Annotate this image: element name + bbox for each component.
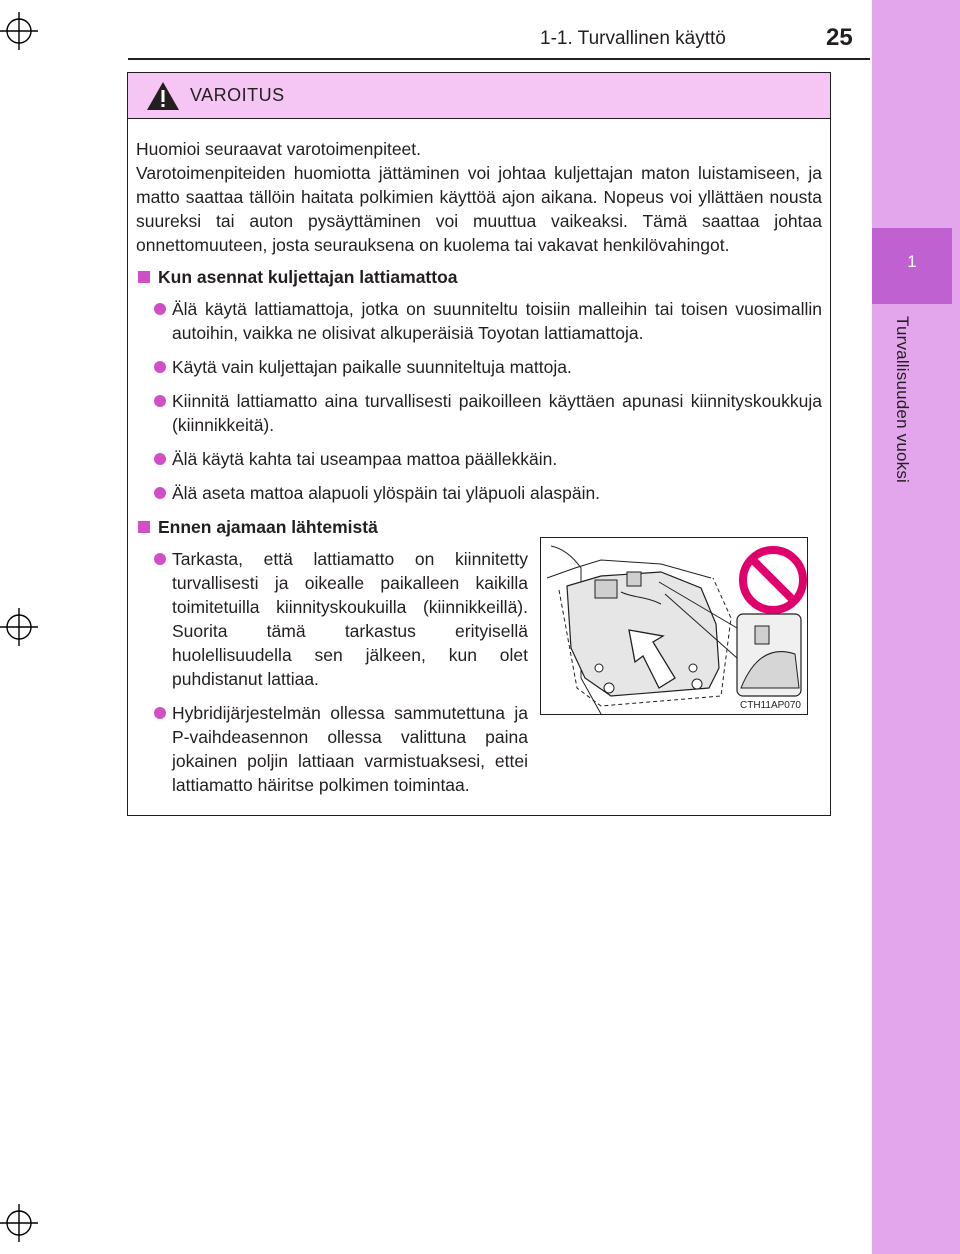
registration-mark-icon (0, 1204, 38, 1242)
figure-code: CTH11AP070 (740, 700, 801, 711)
chapter-tab-strip (872, 0, 960, 1254)
warning-title: VAROITUS (190, 85, 285, 105)
list-item-text: Tarkasta, että lattiamatto on kiinnitetty turvallisesti ja oikealle paikalleen kaikilla toimitetuilla kiinnityskoukuilla (kiinnikkeillä). Suorita tämä tarkastus erityisellä huolellisuudella sen jälkeen, kun olet puhdistanut lattiaa. (172, 549, 528, 689)
warning-triangle-icon (146, 81, 180, 111)
registration-mark-icon (0, 608, 38, 646)
warning-box (127, 72, 831, 816)
list-item-text: Älä käytä kahta tai useampaa mattoa päällekkäin. (172, 449, 558, 469)
warning-intro (136, 137, 822, 257)
intro-paragraph: Varotoimenpiteiden huomiotta jättäminen voi johtaa kuljettajan maton luistamiseen, ja matto saattaa tällöin haitata polkimien käyttöä ajon aikana. Nopeus voi yllättäen nousta suureksi tai auton pysäyttäminen voi muuttua vaikeaksi. Tämä saattaa johtaa onnettomuuteen, josta seurauksena on kuolema tai vakavat henkilövahingot. (136, 163, 822, 255)
prohibition-sign-icon (743, 550, 803, 610)
floor-mat-drawing (541, 538, 807, 714)
section-heading (136, 515, 822, 539)
registration-mark-icon (0, 12, 38, 50)
floor-mat-illustration (540, 537, 808, 715)
round-bullet-icon (154, 707, 166, 719)
list-item (154, 447, 822, 471)
chapter-number-tab[interactable] (872, 228, 952, 304)
list-item (154, 547, 528, 691)
square-bullet-icon (138, 521, 150, 533)
round-bullet-icon (154, 361, 166, 373)
round-bullet-icon (154, 553, 166, 565)
square-bullet-icon (138, 271, 150, 283)
page-number: 25 (826, 24, 853, 51)
list-item (154, 389, 822, 437)
header-rule (128, 58, 870, 60)
section-title: 1-1. Turvallinen käyttö (540, 28, 726, 49)
split-text-column (136, 547, 528, 807)
section-heading-text: Kun asennat kuljettajan lattiamattoa (158, 267, 458, 287)
section-heading (136, 265, 822, 289)
intro-line: Huomioi seuraavat varotoimenpiteet. (136, 139, 422, 159)
list-item (154, 701, 528, 797)
list-item-text: Käytä vain kuljettajan paikalle suunniteltuja mattoja. (172, 357, 572, 377)
section-heading-text: Ennen ajamaan lähtemistä (158, 517, 378, 537)
chapter-number: 1 (907, 252, 917, 271)
round-bullet-icon (154, 453, 166, 465)
chapter-title: Turvallisuuden vuoksi (893, 316, 912, 484)
list-item-text: Hybridijärjestelmän ollessa sammutettuna ja P-vaihdeasennon ollessa valittuna paina jokainen poljin lattiaan varmistuaksesi, ettei lattiamatto häiritse polkimen toimintaa. (172, 703, 528, 795)
round-bullet-icon (154, 395, 166, 407)
list-item-text: Kiinnitä lattiamatto aina turvallisesti paikoilleen käyttäen apunasi kiinnityskoukkuja (kiinnikkeitä). (172, 391, 822, 435)
list-item-text: Älä aseta mattoa alapuoli ylöspäin tai yläpuoli alaspäin. (172, 483, 601, 503)
list-item (154, 355, 822, 379)
list-item (154, 481, 822, 505)
round-bullet-icon (154, 487, 166, 499)
warning-header (128, 73, 830, 119)
list-item-text: Älä käytä lattiamattoja, jotka on suunniteltu toisiin malleihin tai toisen vuosimallin autoihin, vaikka ne olisivat alkuperäisiä Toyotan lattiamattoja. (172, 299, 822, 343)
round-bullet-icon (154, 303, 166, 315)
list-item (154, 297, 822, 345)
